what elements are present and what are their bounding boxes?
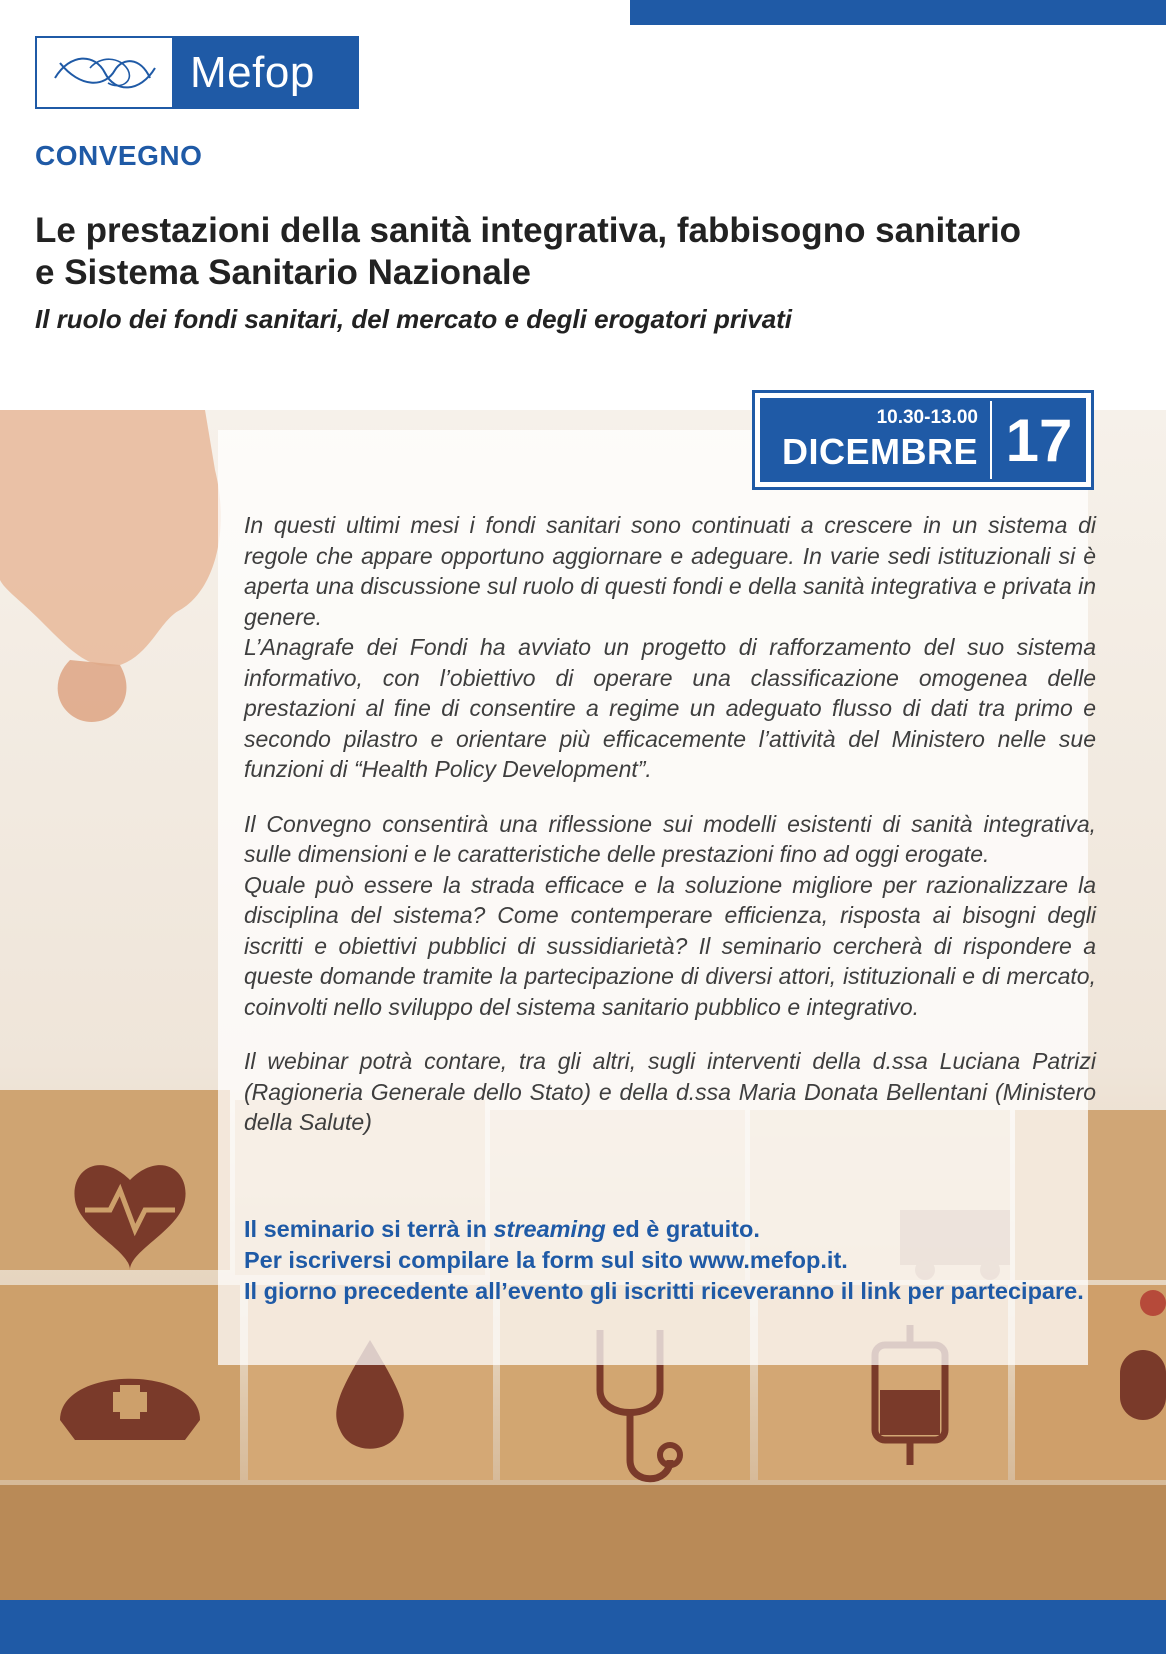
top-accent-bar xyxy=(630,0,1166,25)
info-line-1: Il seminario si terrà in streaming ed è gratuito. xyxy=(244,1216,760,1242)
info-line-3: Il giorno precedente all’evento gli iscritti riceveranno il link per partecipare. xyxy=(244,1278,1084,1304)
title-line-2: e Sistema Sanitario Nazionale xyxy=(35,253,532,292)
description-paragraph-1: In questi ultimi mesi i fondi sanitari sono continuati a crescere in un sistema di regole che appare opportuno aggiornare e adeguare. In varie sedi istituzionali si è aperta una discussione sul ruolo di questi fondi e della sanità integrativa e privata in genere. xyxy=(244,512,1096,630)
title-line-1: Le prestazioni della sanità integrativa, fabbisogno sanitario xyxy=(35,211,1022,250)
description-paragraph-4: Quale può essere la strada efficace e la soluzione migliore per razionalizzare la disciplina del sistema? Come contemperare efficienza, risposta ai bisogni degli iscritti e obiettivi pubblici di sussidiarietà? Il seminario cercherà di rispondere a queste domande tramite la partecipazione di diversi attori, istituzionali e di mercato, coinvolti nello sviluppo del sistema sanitario pubblico e integrativo. xyxy=(244,871,1096,1020)
bottom-accent-bar xyxy=(0,1600,1166,1654)
event-date-badge xyxy=(752,390,1094,490)
event-time: 10.30-13.00 xyxy=(876,407,978,428)
mefop-swirl-logo xyxy=(37,38,172,107)
description-paragraph-5: Il webinar potrà contare, tra gli altri, sugli interventi della d.ssa Luciana Patrizi (Ragioneria Generale dello Stato) e della d.ssa Maria Donata Bellentani (Ministero della Salute) xyxy=(244,1048,1096,1135)
streaming-emphasis: streaming xyxy=(493,1216,606,1242)
page-subtitle: Il ruolo dei fondi sanitari, del mercato e degli erogatori privati xyxy=(35,304,793,334)
registration-info xyxy=(244,1214,1096,1307)
mefop-logo xyxy=(35,36,359,109)
description-paragraph-2: L’Anagrafe dei Fondi ha avviato un progetto di rafforzamento del suo sistema informativo, con l’obiettivo di operare una classificazione omogenea delle prestazioni al fine di consentire a regime un adeguato flusso di dati tra primo e secondo pilastro e orientare più efficacemente l’attività del Ministero nelle sue funzioni di “Health Policy Development”. xyxy=(244,634,1096,782)
event-month: DICEMBRE xyxy=(781,431,978,472)
info-line-2: Per iscriversi compilare la form sul sito www.mefop.it. xyxy=(244,1247,848,1273)
page-title xyxy=(35,210,1145,294)
event-day: 17 xyxy=(1005,406,1073,474)
event-kicker: CONVEGNO xyxy=(35,140,203,171)
brand-name: Mefop xyxy=(172,38,357,107)
event-description xyxy=(244,510,1096,1138)
description-paragraph-3: Il Convegno consentirà una riflessione sui modelli esistenti di sanità integrativa, sulle dimensioni e le caratteristiche delle prestazioni fino ad oggi erogate. xyxy=(244,810,1096,867)
